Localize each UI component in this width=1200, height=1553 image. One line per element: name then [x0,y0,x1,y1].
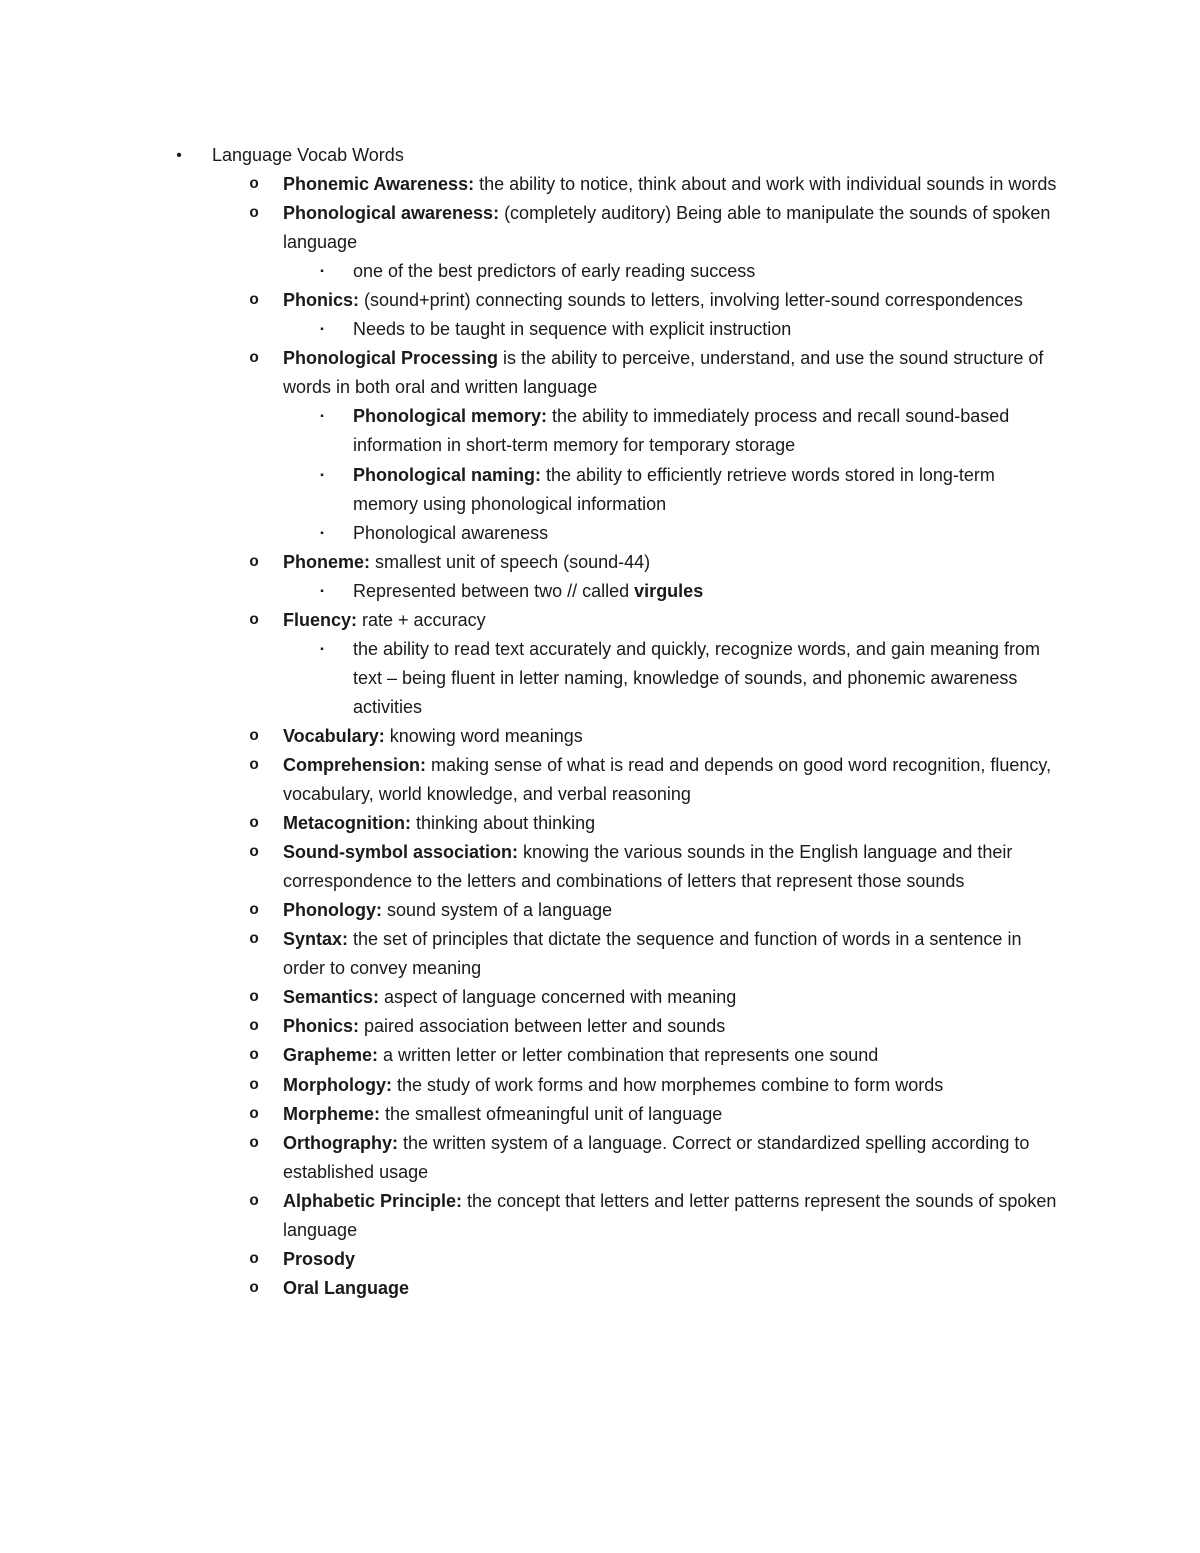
square-marker: ▪ [320,266,324,278]
vocab-term: Alphabetic Principle: [283,1190,463,1211]
outline-heading-item [0,141,1062,170]
vocab-term: Orthography: [283,1132,398,1153]
subpoint-text: the ability to read text accurately and quickly, recognize words, and gain meaning from text – being fluent in letter naming, knowledge of sounds, and phonemic awareness activities [353,638,1041,717]
vocab-subpoint [0,257,1063,286]
vocab-term: Vocabulary: [283,725,385,746]
vocab-definition: the concept that letters and letter patterns represent the sounds of spoken language [283,1190,1057,1240]
circle-marker: o [249,930,259,949]
vocab-entry [0,1071,1063,1100]
vocab-entry [0,199,1063,257]
vocab-definition: rate + accuracy [357,609,486,630]
vocab-definition: aspect of language concerned with meaning [379,987,737,1008]
circle-marker: o [249,349,259,368]
circle-marker: o [249,988,259,1007]
vocab-term: Prosody [283,1248,356,1269]
vocab-definition: thinking about thinking [411,813,596,834]
vocab-entry [0,1041,1063,1070]
vocab-entry [0,1129,1063,1187]
vocab-definition: sound system of a language [381,900,613,921]
vocab-entry [0,983,1063,1012]
vocab-entry [0,344,1063,402]
vocab-entry [0,170,1063,199]
circle-marker: o [249,1249,259,1268]
vocab-entry [0,722,1063,751]
outline-heading: Language Vocab Words [212,145,404,165]
circle-marker: o [249,814,259,833]
vocab-definition: the written system of a language. Correct or standardized spelling according to established usage [283,1132,1030,1182]
vocab-entry [0,1012,1063,1041]
vocab-definition: the set of principles that dictate the sequence and function of words in a sentence in order to convey meaning [283,929,1022,979]
subpoint-term: Phonological naming: [353,464,541,485]
circle-marker: o [249,204,259,223]
vocab-term: Phonics: [283,290,360,311]
subpoint-text: Represented between two // called [353,580,635,601]
vocab-definition: knowing the various sounds in the English language and their correspondence to the letters and combinations of letters that represent those sounds [283,842,1013,892]
vocab-definition: knowing word meanings [384,725,583,746]
circle-marker: o [249,1075,259,1094]
vocab-term: Oral Language [283,1277,410,1298]
subpoint-text: the ability to immediately process and recall sound-based information in short-term memory for temporary storage [353,406,1010,456]
vocab-subpoint [0,315,1063,344]
vocab-subpoint [0,402,1063,460]
vocab-definition: smallest unit of speech (sound-44) [370,551,651,572]
square-marker: ▪ [320,585,324,597]
circle-marker: o [249,1278,259,1297]
circle-marker: o [249,1017,259,1036]
circle-marker: o [249,843,259,862]
vocab-entry [0,1100,1063,1129]
vocab-term: Phonemic Awareness: [283,174,475,195]
vocab-term: Metacognition: [283,813,411,834]
circle-marker: o [249,755,259,774]
subpoint-text: Needs to be taught in sequence with explicit instruction [353,319,792,340]
vocab-definition: the study of work forms and how morphemes combine to form words [391,1074,944,1095]
circle-marker: o [249,1104,259,1123]
vocab-entry [0,925,1063,983]
subpoint-text: Phonological awareness [353,522,549,543]
vocab-term: Phonology: [283,900,382,921]
vocab-term: Phonological awareness: [283,203,500,224]
vocab-term: Syntax: [283,929,349,950]
vocab-term: Comprehension: [283,754,427,775]
vocab-term: Morphology: [283,1074,392,1095]
vocab-entry [0,838,1063,896]
vocab-term: Fluency: [283,609,358,630]
circle-marker: o [249,1191,259,1210]
vocab-definition: (completely auditory) Being able to manipulate the sounds of spoken language [283,203,1051,253]
bullet-marker: • [176,147,182,164]
vocab-term: Sound-symbol association: [283,842,519,863]
square-marker: ▪ [320,527,324,539]
vocab-term: Morpheme: [283,1103,381,1124]
circle-marker: o [249,610,259,629]
vocab-entry [0,1245,1063,1274]
vocab-term: Semantics: [283,987,380,1008]
vocab-entry [0,751,1063,809]
square-marker: ▪ [320,411,324,423]
vocab-subpoint [0,635,1063,722]
vocab-entry [0,548,1063,577]
square-marker: ▪ [320,469,324,481]
vocab-entry [0,286,1063,315]
vocab-entry [0,1187,1063,1245]
circle-marker: o [249,1133,259,1152]
vocab-term: Phonological Processing [283,348,499,369]
square-marker: ▪ [320,324,324,336]
circle-marker: o [249,726,259,745]
subpoint-term: virgules [634,580,704,601]
vocab-subpoint [0,519,1063,548]
vocab-definition: the smallest ofmeaningful unit of language [380,1103,723,1124]
circle-marker: o [249,552,259,571]
vocab-term: Grapheme: [283,1045,379,1066]
vocab-definition: making sense of what is read and depends on good word recognition, fluency, vocabulary, world knowledge, and verbal reasoning [283,754,1052,805]
vocab-definition: (sound+print) connecting sounds to letters, involving letter-sound correspondences [359,290,1023,311]
circle-marker: o [249,1046,259,1065]
vocab-entry [0,896,1063,925]
circle-marker: o [249,901,259,920]
vocab-definition: the ability to notice, think about and work with individual sounds in words [474,174,1057,195]
vocab-definition: paired association between letter and sounds [359,1016,726,1037]
circle-marker: o [249,175,259,194]
vocab-entry [0,606,1063,635]
subpoint-text: the ability to efficiently retrieve words stored in long-term memory using phonological information [353,464,995,514]
vocab-subpoint [0,577,1063,606]
vocab-entry [0,809,1063,838]
vocab-definition: is the ability to perceive, understand, and use the sound structure of words in both oral and written language [283,348,1044,398]
subpoint-text: one of the best predictors of early reading success [353,261,756,282]
square-marker: ▪ [320,643,324,655]
subpoint-term: Phonological memory: [353,406,548,427]
vocab-entry [0,1274,1063,1303]
vocab-definition: a written letter or letter combination that represents one sound [378,1045,879,1066]
vocab-term: Phoneme: [283,551,371,572]
circle-marker: o [249,291,259,310]
vocab-outline [0,141,1200,1303]
vocab-term: Phonics: [283,1016,360,1037]
vocab-subpoint [0,461,1063,519]
